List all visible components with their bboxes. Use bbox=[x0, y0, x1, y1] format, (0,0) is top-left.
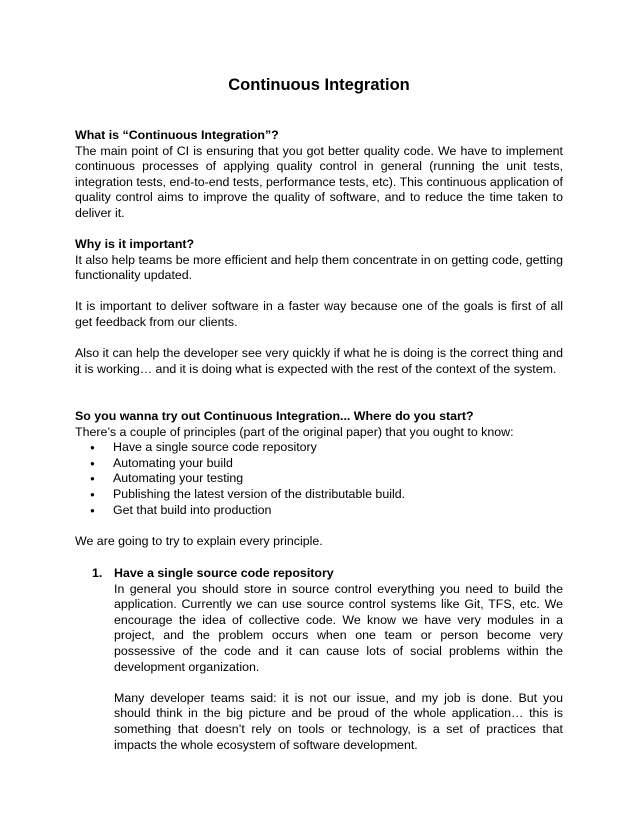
section-heading: Why is it important? bbox=[75, 237, 195, 251]
section-principles bbox=[75, 566, 563, 753]
numbered-item bbox=[75, 566, 563, 753]
section-heading: What is “Continuous Integration”? bbox=[75, 128, 279, 142]
principles-list bbox=[75, 440, 563, 518]
list-item: ● Automating your build bbox=[75, 456, 563, 472]
section-heading: So you wanna try out Continuous Integration... Where do you start? bbox=[75, 409, 474, 423]
paragraph: It is important to deliver software in a faster way because one of the goals is first of all get feedback from our clients. bbox=[75, 299, 563, 329]
paragraph: Also it can help the developer see very quickly if what he is doing is the correct thing and it is working… and it is doing what is expected with the rest of the context of the system. bbox=[75, 346, 563, 376]
section-what-is-ci bbox=[75, 128, 563, 222]
item-number: 1. bbox=[92, 566, 103, 580]
paragraph: We are going to try to explain every principle. bbox=[75, 533, 323, 548]
section-why-important bbox=[75, 237, 563, 377]
paragraph: It also help teams be more efficient and help them concentrate in on getting code, getting functionality updated. bbox=[75, 252, 563, 283]
page-title: Continuous Integration bbox=[228, 76, 410, 94]
paragraph: In general you should store in source control everything you need to build the application. Currently we can use source control systems like Git, TFS, etc. We encourage the idea of collective code. We know we have very modules in a project, and the problem occurs when one team or person become very possessive of the code and it can cause lots of social problems within the development organization. bbox=[114, 581, 563, 674]
list-item: ● Automating your testing bbox=[75, 471, 563, 487]
paragraph: There’s a couple of principles (part of the original paper) that you ought to know: bbox=[75, 424, 514, 439]
numbered-list bbox=[75, 566, 563, 753]
item-heading: Have a single source code repository bbox=[114, 566, 334, 580]
list-item: ● Publishing the latest version of the distributable build. bbox=[75, 487, 563, 503]
list-item: ● Get that build into production bbox=[75, 503, 563, 519]
paragraph: The main point of CI is ensuring that you got better quality code. We have to implement continuous processes of applying quality control in general (running the unit tests, integration tests, end-to-end tests, performance tests, etc). This continuous application of quality control aims to improve the quality of software, and to reduce the time taken to deliver it. bbox=[75, 143, 563, 220]
section-where-to-start bbox=[75, 409, 563, 549]
paragraph: Many developer teams said: it is not our issue, and my job is done. But you should think in the big picture and be proud of the whole application… this is something that doesn’t rely on tools or technology, is a set of practices that impacts the whole ecosystem of software development. bbox=[114, 690, 563, 752]
list-item: ● Have a single source code repository bbox=[75, 440, 563, 456]
